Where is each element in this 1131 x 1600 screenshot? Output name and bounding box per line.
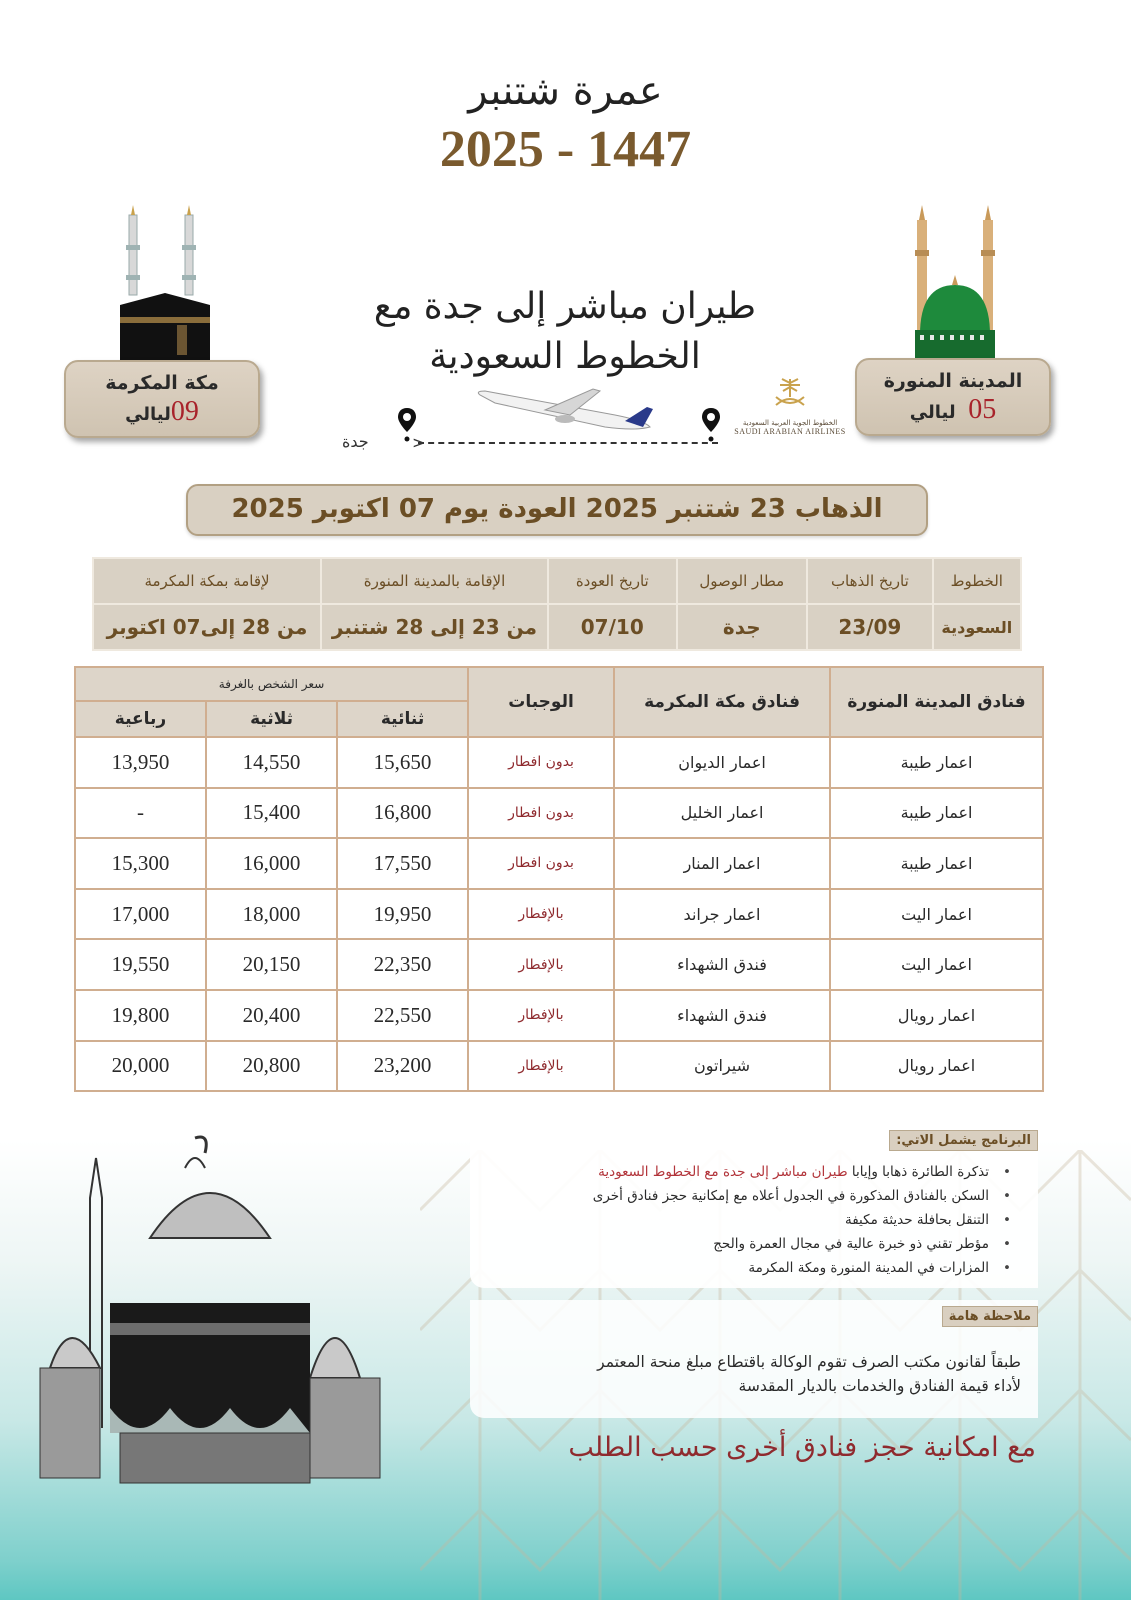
program-item-text: السكن بالفنادق المذكورة في الجدول أعلاه مع إمكانية حجز فنادق أخرى (592, 1188, 989, 1204)
table-row (75, 889, 1043, 940)
meal-plan: بدون افطار (468, 788, 614, 839)
madinah-hotel: اعمار طيبة (830, 788, 1043, 839)
madinah-nights-count: 05 (968, 394, 997, 425)
madinah-hotel: اعمار اليت (830, 939, 1043, 990)
price-double: 15,650 (337, 737, 468, 788)
madinah-hotel: اعمار رويال (830, 990, 1043, 1041)
title-year: 2025 - 1447 (439, 121, 692, 178)
header-airline: الخطوط (933, 558, 1021, 604)
price-triple: 20,150 (206, 939, 337, 990)
program-item-text: التنقل بحافلة حديثة مكيفة (844, 1212, 989, 1228)
flight-table-header-row (93, 558, 1021, 604)
value-makkah-stay: من 28 إلى07 اكتوبر (93, 604, 321, 650)
header-quad: رباعية (75, 701, 206, 737)
price-quad: 13,950 (75, 737, 206, 788)
madinah-hotel: اعمار رويال (830, 1041, 1043, 1092)
headline-line-1: طيران مباشر إلى جدة مع (373, 286, 757, 327)
makkah-hotel: اعمار جراند (614, 889, 830, 940)
price-quad: 20,000 (75, 1041, 206, 1092)
price-table-header-row (75, 667, 1043, 701)
route-dashed-line (418, 442, 718, 444)
price-quad: - (75, 788, 206, 839)
program-item-text: تذكرة الطائرة ذهابا وإيابا (847, 1164, 989, 1180)
madinah-nights-label: ليالي (909, 402, 956, 423)
price-quad: 17,000 (75, 889, 206, 940)
program-item-transport (451, 1208, 1011, 1232)
meal-plan: بدون افطار (468, 838, 614, 889)
price-quad: 19,550 (75, 939, 206, 990)
note-line-1: طبقاً لقانون مكتب الصرف تقوم الوكالة باقتطاع مبلغ منحة المعتمر (597, 1353, 1021, 1371)
table-row (75, 1041, 1043, 1092)
price-double: 22,350 (337, 939, 468, 990)
price-triple: 15,400 (206, 788, 337, 839)
price-triple: 20,400 (206, 990, 337, 1041)
price-double: 22,550 (337, 990, 468, 1041)
makkah-nights (66, 396, 258, 428)
makkah-city-name: مكة المكرمة (105, 372, 219, 394)
value-departure-date: 23/09 (807, 604, 933, 650)
price-triple: 18,000 (206, 889, 337, 940)
note-line-2: لأداء قيمة الفنادق والخدمات بالديار المقدسة (738, 1377, 1021, 1395)
price-quad: 19,800 (75, 990, 206, 1041)
route-destination-label: جدة (342, 432, 369, 451)
program-item-visits (451, 1256, 1011, 1280)
meal-plan: بالإفطار (468, 889, 614, 940)
page-title: عمرة شتنبر (468, 68, 663, 114)
hotel-price-table (74, 666, 1044, 1092)
haram-sketch-illustration-icon (10, 1128, 395, 1488)
table-row (75, 788, 1043, 839)
value-arrival-airport: جدة (677, 604, 808, 650)
table-row (75, 990, 1043, 1041)
program-item-flight (451, 1160, 1011, 1184)
value-madinah-stay: من 23 إلى 28 شتنبر (321, 604, 548, 650)
kaaba-illustration-icon (115, 205, 215, 365)
saudia-airline-logo (730, 375, 850, 445)
travel-dates-banner: الذهاب 23 شتنبر 2025 العودة يوم 07 اكتوبر 2025 (186, 484, 928, 536)
table-row (75, 838, 1043, 889)
header-arrival-airport: مطار الوصول (677, 558, 808, 604)
makkah-nights-card (64, 360, 260, 438)
header-triple: ثلاثية (206, 701, 337, 737)
header-departure-date: تاريخ الذهاب (807, 558, 933, 604)
makkah-hotel: فندق الشهداء (614, 990, 830, 1041)
airline-name-arabic: الخطوط الجوية العربية السعودية (742, 419, 838, 427)
price-triple: 16,000 (206, 838, 337, 889)
header-double: ثنائية (337, 701, 468, 737)
program-item-highlight: طيران مباشر إلى جدة مع الخطوط السعودية (598, 1164, 848, 1180)
madinah-hotel: اعمار طيبة (830, 737, 1043, 788)
madinah-nights (857, 394, 1049, 426)
note-text (461, 1350, 1021, 1398)
palm-swords-icon (770, 375, 810, 415)
value-return-date: 07/10 (548, 604, 677, 650)
makkah-hotel: اعمار الديوان (614, 737, 830, 788)
program-title: البرنامج يشمل الاتي: (889, 1130, 1038, 1151)
map-pin-icon (702, 408, 720, 442)
header-makkah-hotels: فنادق مكة المكرمة (614, 667, 830, 737)
footer-tagline: مع امكانية حجز فنادق أخرى حسب الطلب (568, 1432, 1036, 1463)
header-return-date: تاريخ العودة (548, 558, 677, 604)
program-item-hotels (451, 1184, 1011, 1208)
headline-line-2: الخطوط السعودية (429, 336, 701, 377)
value-airline: السعودية (933, 604, 1021, 650)
price-double: 23,200 (337, 1041, 468, 1092)
note-title: ملاحظة هامة (942, 1306, 1038, 1327)
prophets-mosque-illustration-icon (905, 205, 1005, 365)
madinah-hotel: اعمار طيبة (830, 838, 1043, 889)
makkah-hotel: فندق الشهداء (614, 939, 830, 990)
program-item-text: مؤطر تقني ذو خبرة عالية في مجال العمرة والحج (713, 1236, 989, 1252)
airline-name-english: SAUDI ARABIAN AIRLINES (734, 427, 846, 436)
program-list (451, 1160, 1011, 1280)
madinah-city-name: المدينة المنورة (883, 370, 1023, 392)
madinah-nights-card (855, 358, 1051, 436)
makkah-nights-label: ليالي (125, 404, 171, 425)
price-double: 19,950 (337, 889, 468, 940)
makkah-nights-count: 09 (170, 396, 199, 427)
makkah-hotel: اعمار المنار (614, 838, 830, 889)
meal-plan: بالإفطار (468, 1041, 614, 1092)
program-item-guide (451, 1232, 1011, 1256)
price-triple: 14,550 (206, 737, 337, 788)
program-item-text: المزارات في المدينة المنورة ومكة المكرمة (748, 1260, 989, 1276)
makkah-hotel: اعمار الخليل (614, 788, 830, 839)
meal-plan: بالإفطار (468, 939, 614, 990)
price-double: 16,800 (337, 788, 468, 839)
header-makkah-stay: لإقامة بمكة المكرمة (93, 558, 321, 604)
meal-plan: بدون افطار (468, 737, 614, 788)
header-meals: الوجبات (468, 667, 614, 737)
table-row (75, 737, 1043, 788)
flight-info-table (92, 557, 1022, 651)
header-price-per-person: سعر الشخص بالغرفة (75, 667, 468, 701)
madinah-hotel: اعمار اليت (830, 889, 1043, 940)
table-row (75, 939, 1043, 990)
flight-table-values-row (93, 604, 1021, 650)
route-arrow-icon: < (412, 433, 426, 452)
price-double: 17,550 (337, 838, 468, 889)
price-quad: 15,300 (75, 838, 206, 889)
meal-plan: بالإفطار (468, 990, 614, 1041)
price-triple: 20,800 (206, 1041, 337, 1092)
makkah-hotel: شيراتون (614, 1041, 830, 1092)
flight-headline (330, 282, 800, 382)
header-madinah-hotels: فنادق المدينة المنورة (830, 667, 1043, 737)
header-madinah-stay: الإقامة بالمدينة المنورة (321, 558, 548, 604)
